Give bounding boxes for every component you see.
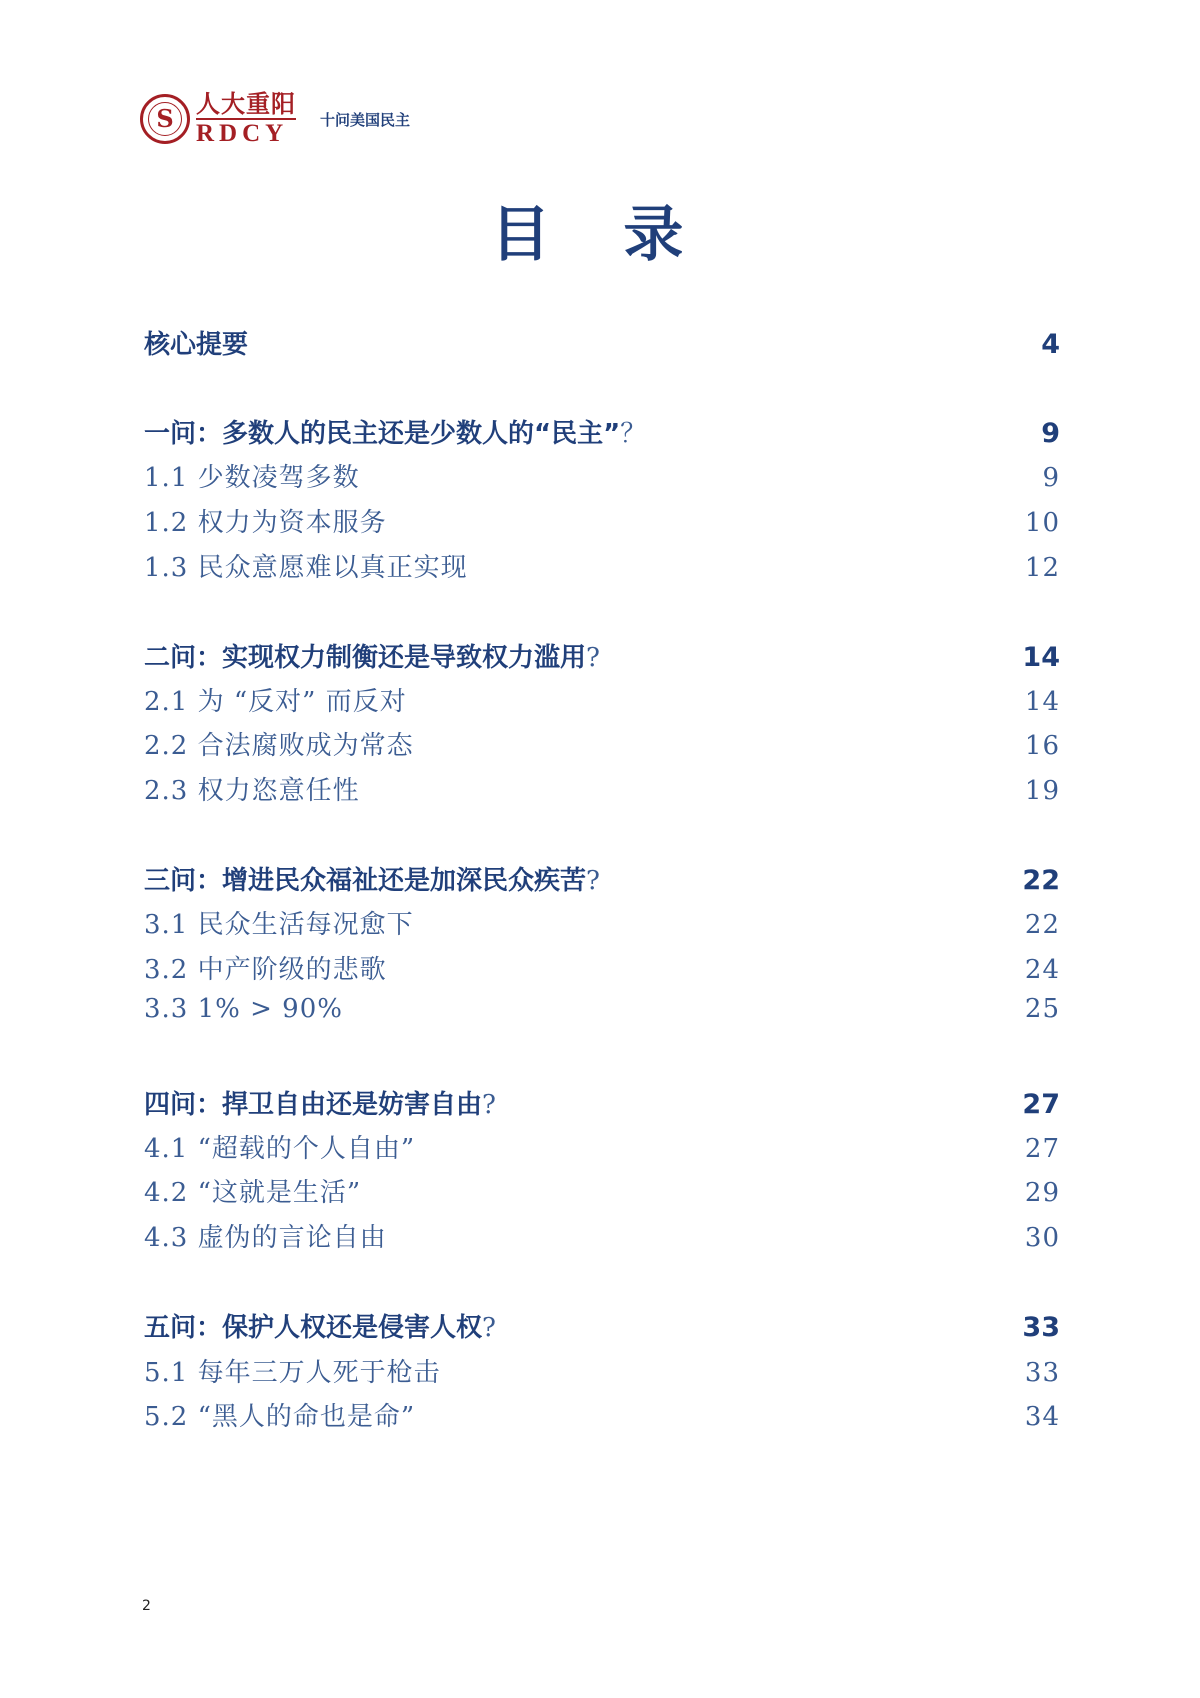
question-mark: ？ — [620, 419, 647, 449]
toc-entry-page: 33 — [1024, 1358, 1060, 1388]
document-title: 十问美国民主 — [320, 110, 411, 129]
rdcy-seal-logo — [140, 94, 190, 144]
toc-entry[interactable] — [144, 413, 1060, 450]
toc-entry-label: 一问：多数人的民主还是少数人的“民主” — [144, 419, 621, 449]
toc-entry[interactable] — [144, 904, 1060, 941]
toc-entry-label: 二问：实现权力制衡还是导致权力滥用 — [144, 643, 587, 673]
brand-logo — [196, 91, 296, 147]
toc-entry[interactable] — [144, 681, 1060, 718]
toc-entry[interactable] — [144, 770, 1060, 807]
toc-entry-page: 25 — [1024, 994, 1060, 1024]
question-mark: ? — [482, 1090, 496, 1120]
toc-entry[interactable] — [144, 1172, 1060, 1209]
toc-entry-label: 3.1 民众生活每况愈下 — [144, 910, 414, 940]
toc-entry-page: 34 — [1024, 1402, 1060, 1432]
toc-entry-page: 24 — [1024, 955, 1060, 985]
toc-entry-page: 16 — [1024, 731, 1060, 761]
toc-entry[interactable] — [144, 324, 1060, 361]
brand-cn: 人大重阳 — [196, 89, 296, 118]
toc-entry[interactable] — [144, 949, 1060, 986]
toc-entry-page: 14 — [1022, 642, 1060, 673]
question-mark: ? — [482, 1313, 496, 1343]
seal-glyph: S — [148, 102, 182, 136]
toc-entry-label: 3.3 1% > 90% — [144, 994, 343, 1024]
toc-entry-label: 五问：保护人权还是侵害人权 — [144, 1313, 483, 1343]
toc-entry[interactable] — [144, 860, 1060, 897]
toc-entry-label: 4.3 虚伪的言论自由 — [144, 1223, 387, 1253]
toc-entry-page: 4 — [1041, 329, 1060, 360]
toc-entry-page: 12 — [1024, 553, 1060, 583]
toc-entry-page: 10 — [1024, 508, 1060, 538]
page-number: 2 — [142, 1598, 151, 1614]
header — [140, 88, 410, 150]
toc-entry-label: 4.2 “这就是生活” — [144, 1178, 362, 1208]
toc-entry[interactable] — [144, 1307, 1060, 1344]
toc-entry-page: 27 — [1022, 1089, 1060, 1120]
toc-entry-label: 4.1 “超载的个人自由” — [144, 1134, 416, 1164]
toc-entry-label: 5.2 “黑人的命也是命” — [144, 1402, 416, 1432]
toc-entry-label: 四问：捍卫自由还是妨害自由 — [144, 1090, 483, 1120]
toc-entry[interactable] — [144, 502, 1060, 539]
toc-entry-page: 19 — [1024, 776, 1060, 806]
toc-entry[interactable] — [144, 1217, 1060, 1254]
toc-entry-page: 14 — [1024, 687, 1060, 717]
toc-entry[interactable] — [144, 457, 1060, 494]
question-mark: ? — [586, 643, 600, 673]
toc-entry[interactable] — [144, 547, 1060, 584]
toc-entry[interactable] — [144, 637, 1060, 674]
toc-entry-label: 3.2 中产阶级的悲歌 — [144, 955, 387, 985]
toc-entry-label: 1.1 少数凌驾多数 — [144, 463, 360, 493]
toc-entry-label: 1.2 权力为资本服务 — [144, 508, 387, 538]
toc-entry[interactable] — [144, 1352, 1060, 1389]
toc-entry-page: 30 — [1024, 1223, 1060, 1253]
toc-entry[interactable] — [144, 1396, 1060, 1433]
toc-entry-label: 5.1 每年三万人死于枪击 — [144, 1358, 441, 1388]
toc-entry-page: 22 — [1024, 910, 1060, 940]
toc-entry-label: 核心提要 — [144, 330, 249, 360]
toc-entry-label: 2.2 合法腐败成为常态 — [144, 731, 414, 761]
question-mark: ? — [586, 866, 600, 896]
toc-entry-page: 27 — [1024, 1134, 1060, 1164]
toc-entry-label: 2.1 为 “反对” 而反对 — [144, 687, 407, 717]
toc-entry-page: 9 — [1042, 463, 1060, 493]
toc-entry-page: 22 — [1022, 865, 1060, 896]
toc-entry-label: 1.3 民众意愿难以真正实现 — [144, 553, 468, 583]
toc-entry[interactable] — [144, 994, 1060, 1024]
brand-en: RDCY — [196, 120, 289, 147]
toc-entry-page: 33 — [1022, 1312, 1060, 1343]
toc-title: 目 录 — [490, 200, 710, 270]
toc-entry[interactable] — [144, 725, 1060, 762]
toc-entry-label: 三问：增进民众福祉还是加深民众疾苦 — [144, 866, 587, 896]
toc-entry-page: 9 — [1041, 418, 1060, 449]
toc-entry[interactable] — [144, 1128, 1060, 1165]
toc-entry-page: 29 — [1024, 1178, 1060, 1208]
toc-entry[interactable] — [144, 1084, 1060, 1121]
toc-entry-label: 2.3 权力恣意任性 — [144, 776, 360, 806]
